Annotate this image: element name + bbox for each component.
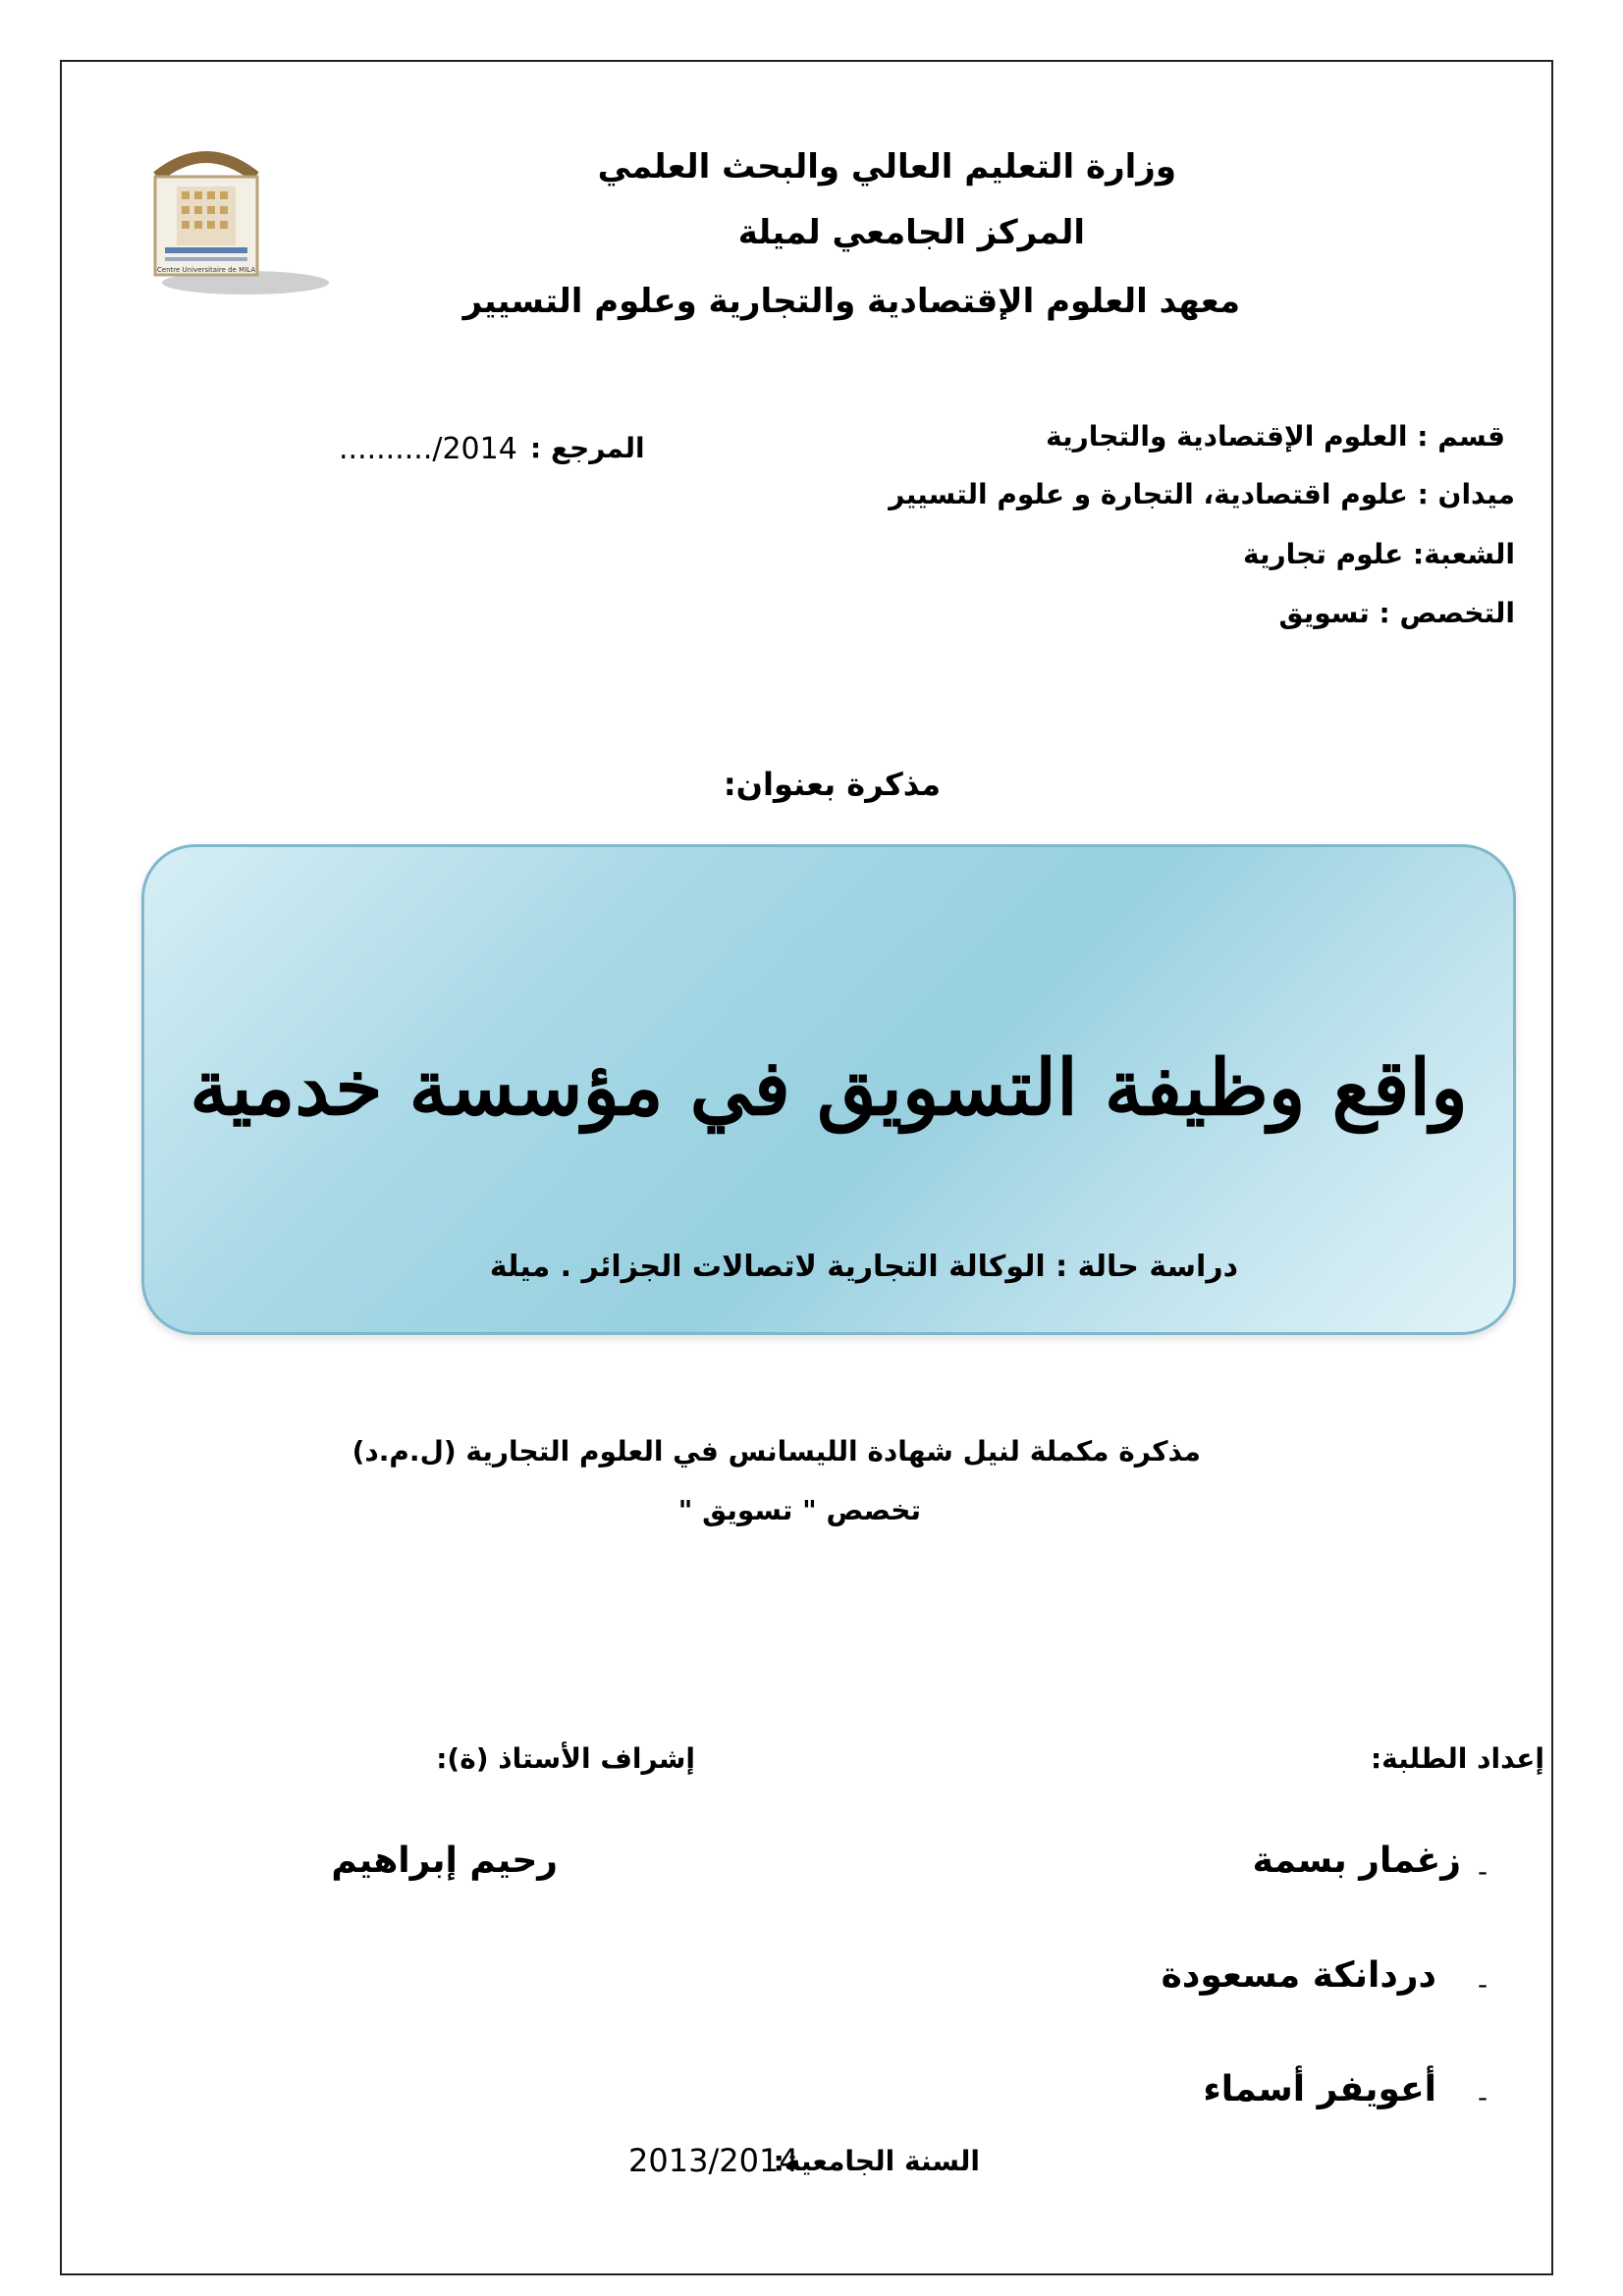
- student-name: دردانكة مسعودة: [1161, 1955, 1436, 1996]
- student-name: أعويفر أسماء: [1203, 2069, 1436, 2109]
- university-logo: [137, 137, 334, 304]
- ministry-title: وزارة التعليم العالي والبحث العلمي: [597, 147, 1176, 187]
- supervisor-name: رحيم إبراهيم: [331, 1841, 558, 1881]
- branch-line: الشعبة: علوم تجارية: [1243, 538, 1515, 570]
- academic-year-value: 2013/2014: [628, 2142, 799, 2179]
- title-box: [141, 844, 1516, 1335]
- list-dash: -: [1478, 1855, 1488, 1888]
- degree-line-2: تخصص " تسويق ": [677, 1494, 921, 1526]
- memo-label: مذكرة بعنوان:: [723, 766, 941, 803]
- reference-value: ........../2014: [339, 432, 517, 466]
- specialty-line: التخصص : تسويق: [1278, 597, 1515, 629]
- supervisor-label: إشراف الأستاذ (ة):: [436, 1742, 695, 1775]
- center-title: المركز الجامعي لميلة: [737, 213, 1085, 252]
- logo-caption: Centre Universitaire de MILA: [156, 266, 256, 274]
- field-line: ميدان : علوم اقتصادية، التجارة و علوم التسيير: [889, 478, 1515, 510]
- student-name: زغمار بسمة: [1252, 1841, 1461, 1881]
- institute-title: معهد العلوم الإقتصادية والتجارية وعلوم التسيير: [462, 282, 1240, 321]
- academic-year-label: السنة الجامعية:: [773, 2145, 980, 2177]
- students-label: إعداد الطلبة:: [1370, 1742, 1544, 1775]
- list-dash: -: [1478, 2081, 1488, 2113]
- department-line: قسم : العلوم الإقتصادية والتجارية: [1046, 420, 1505, 453]
- case-study: دراسة حالة : الوكالة التجارية لاتصالات الجزائر . ميلة: [489, 1250, 1238, 1284]
- reference-label: المرجع :: [530, 432, 645, 464]
- thesis-title: واقع وظيفة التسويق في مؤسسة خدمية: [189, 1043, 1468, 1133]
- list-dash: -: [1478, 1968, 1488, 2001]
- degree-line-1: مذكرة مكملة لنيل شهادة الليسانس في العلوم التجارية (ل.م.د): [352, 1435, 1201, 1468]
